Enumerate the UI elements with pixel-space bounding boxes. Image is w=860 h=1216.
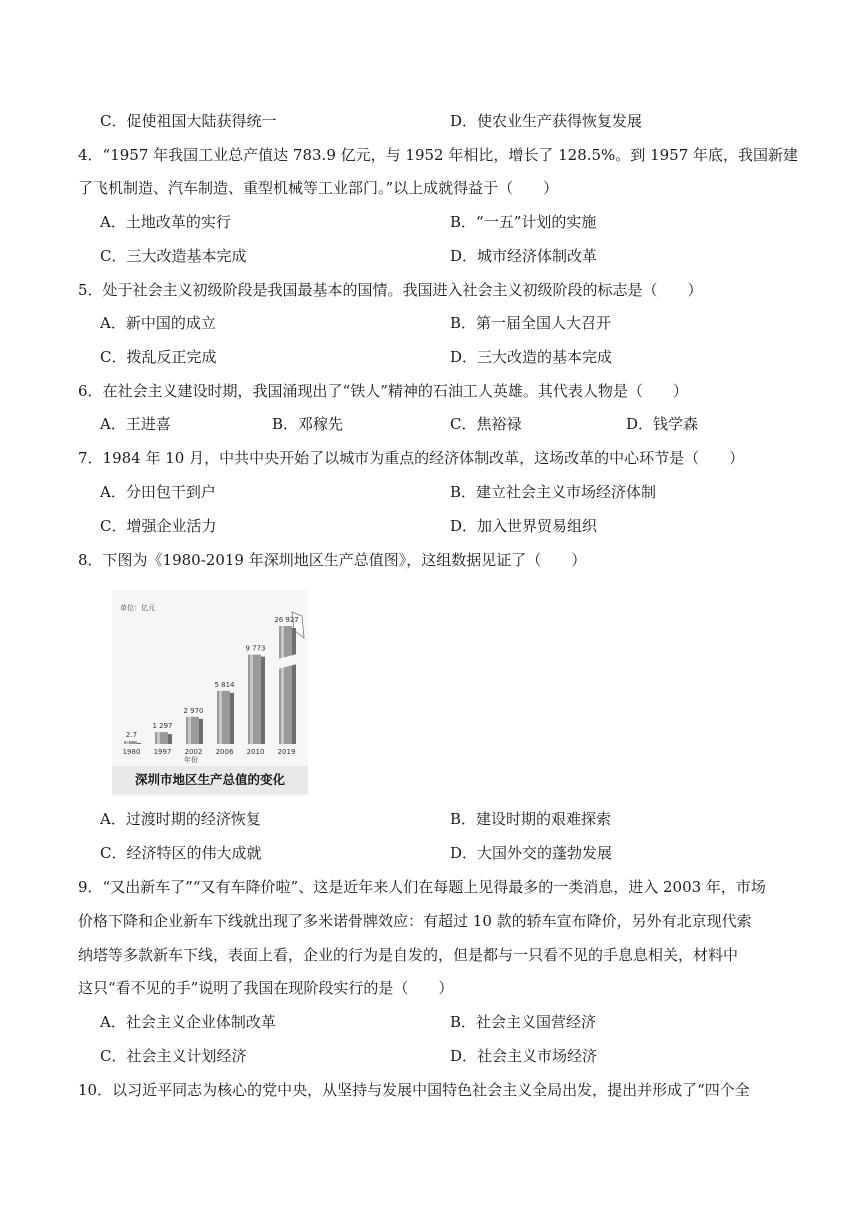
q6-option-d: D．钱学森 — [626, 415, 699, 433]
value-label-2019: 26 927 — [274, 616, 299, 624]
q9-stem-line-2: 价格下降和企业新车下线就出现了多米诺骨牌效应：有超过 10 款的轿车宣布降价，另外有北京现代索 — [78, 912, 752, 930]
gdp-chart-plot — [112, 590, 308, 766]
q7-option-b: B．建立社会主义市场经济体制 — [450, 483, 657, 501]
q6-option-a: A．王进喜 — [100, 415, 171, 433]
bar-highlight-1980 — [126, 741, 129, 744]
bar-highlight-2019 — [281, 626, 284, 744]
q5-option-b: B．第一届全国人大召开 — [450, 314, 612, 332]
q5-option-d: D．三大改造的基本完成 — [450, 348, 613, 366]
tick-label-2002: 2002 — [184, 748, 203, 756]
bar-2002 — [186, 717, 199, 744]
bar-2010 — [248, 655, 261, 744]
bar-side-2010 — [261, 657, 265, 744]
gdp-bar-chart — [112, 590, 308, 796]
bar-side-2002 — [199, 719, 203, 744]
tick-label-1980: 1980 — [122, 748, 141, 756]
q8-option-b: B．建设时期的艰难探索 — [450, 810, 612, 828]
bar-side-1997 — [168, 734, 172, 744]
bar-group-2010 — [245, 645, 265, 756]
q6-option-c: C．焦裕禄 — [450, 415, 522, 433]
tick-label-2010: 2010 — [246, 748, 265, 756]
bars-layer — [123, 616, 299, 756]
q4-option-c: C．三大改造基本完成 — [100, 247, 247, 265]
chart-caption: 深圳市地区生产总值的变化 — [112, 766, 308, 794]
q9-stem-line-1: 9．“又出新车了”“又有车降价啦”、这是近年来人们在每题上见得最多的一类消息，进入 2003 年，市场 — [78, 878, 766, 896]
bar-side-2019 — [292, 628, 296, 744]
q8-option-a: A．过渡时期的经济恢复 — [100, 810, 261, 828]
tick-label-2006: 2006 — [215, 748, 234, 756]
value-label-2006: 5 814 — [214, 680, 235, 689]
bar-highlight-2002 — [188, 717, 191, 744]
q6-stem: 6．在社会主义建设时期，我国涌现出了“铁人”精神的石油工人英雄。其代表人物是（ ） — [78, 382, 688, 400]
q9-stem-line-3: 纳塔等多款新车下线，表面上看，企业的行为是自发的，但是都与一只看不见的手息息相关，材料中 — [78, 946, 739, 964]
q9-option-b: B．社会主义国营经济 — [450, 1013, 597, 1031]
bar-2019 — [279, 626, 292, 744]
q5-option-c: C．拨乱反正完成 — [100, 348, 217, 366]
q7-option-a: A．分田包干到户 — [100, 483, 216, 501]
q3-option-d: D．使农业生产获得恢复发展 — [450, 112, 643, 130]
q6-option-b: B．邓稼先 — [272, 415, 344, 433]
q7-option-c: C．增强企业活力 — [100, 517, 217, 535]
q7-option-d: D．加入世界贸易组织 — [450, 517, 598, 535]
bar-group-1997 — [152, 722, 172, 756]
q7-stem: 7．1984 年 10 月，中共中央开始了以城市为重点的经济体制改革，这场改革的中心环节是（ ） — [78, 449, 745, 467]
bar-side-1980 — [137, 743, 141, 744]
bar-1997 — [155, 732, 168, 744]
q4-option-a: A．土地改革的实行 — [100, 213, 231, 231]
q8-option-d: D．大国外交的蓬勃发展 — [450, 844, 613, 862]
bar-2006 — [217, 691, 230, 744]
bar-group-2002 — [183, 707, 203, 756]
q4-stem-line-2: 了飞机制造、汽车制造、重型机械等工业部门。”以上成就得益于（ ） — [78, 179, 559, 197]
q5-stem: 5．处于社会主义初级阶段是我国最基本的国情。我国进入社会主义初级阶段的标志是（ ） — [78, 281, 703, 299]
bar-1980 — [124, 741, 137, 744]
bar-side-2006 — [230, 693, 234, 744]
q4-stem-line-1: 4．“1957 年我国工业总产值达 783.9 亿元，与 1952 年相比，增长了 128.5%。到 1957 年底，我国新建 — [78, 146, 799, 164]
value-label-2010: 9 773 — [245, 644, 266, 653]
tick-label-1997: 1997 — [153, 748, 172, 756]
bar-group-1980 — [123, 731, 141, 756]
q4-option-d: D．城市经济体制改革 — [450, 247, 598, 265]
bar-group-2019 — [274, 616, 299, 756]
unit-label: 单位：亿元 — [120, 604, 155, 612]
q8-option-c: C．经济特区的伟大成就 — [100, 844, 262, 862]
q5-option-a: A．新中国的成立 — [100, 314, 216, 332]
q8-stem: 8．下图为《1980-2019 年深圳地区生产总值图》，这组数据见证了（ ） — [78, 551, 587, 569]
q3-option-c: C．促使祖国大陆获得统一 — [100, 112, 277, 130]
value-label-1980: 2.7 — [125, 731, 138, 739]
value-label-1997: 1 297 — [152, 722, 173, 731]
x-axis-label: 年份 — [184, 756, 198, 764]
q9-option-a: A．社会主义企业体制改革 — [100, 1013, 276, 1031]
bar-highlight-1997 — [157, 732, 160, 744]
q9-option-c: C．社会主义计划经济 — [100, 1047, 247, 1065]
q10-stem-line-1: 10．以习近平同志为核心的党中央，从坚持与发展中国特色社会主义全局出发，提出并形成了“四个全 — [78, 1081, 750, 1099]
bar-highlight-2006 — [219, 691, 222, 744]
tick-label-2019: 2019 — [277, 748, 296, 756]
q9-stem-line-4: 这只“看不见的手”说明了我国在现阶段实行的是（ ） — [78, 979, 454, 997]
value-label-2002: 2 970 — [183, 706, 204, 715]
q4-option-b: B．“一五”计划的实施 — [450, 213, 597, 231]
bar-highlight-2010 — [250, 655, 253, 744]
q9-option-d: D．社会主义市场经济 — [450, 1047, 598, 1065]
bar-group-2006 — [214, 681, 235, 756]
